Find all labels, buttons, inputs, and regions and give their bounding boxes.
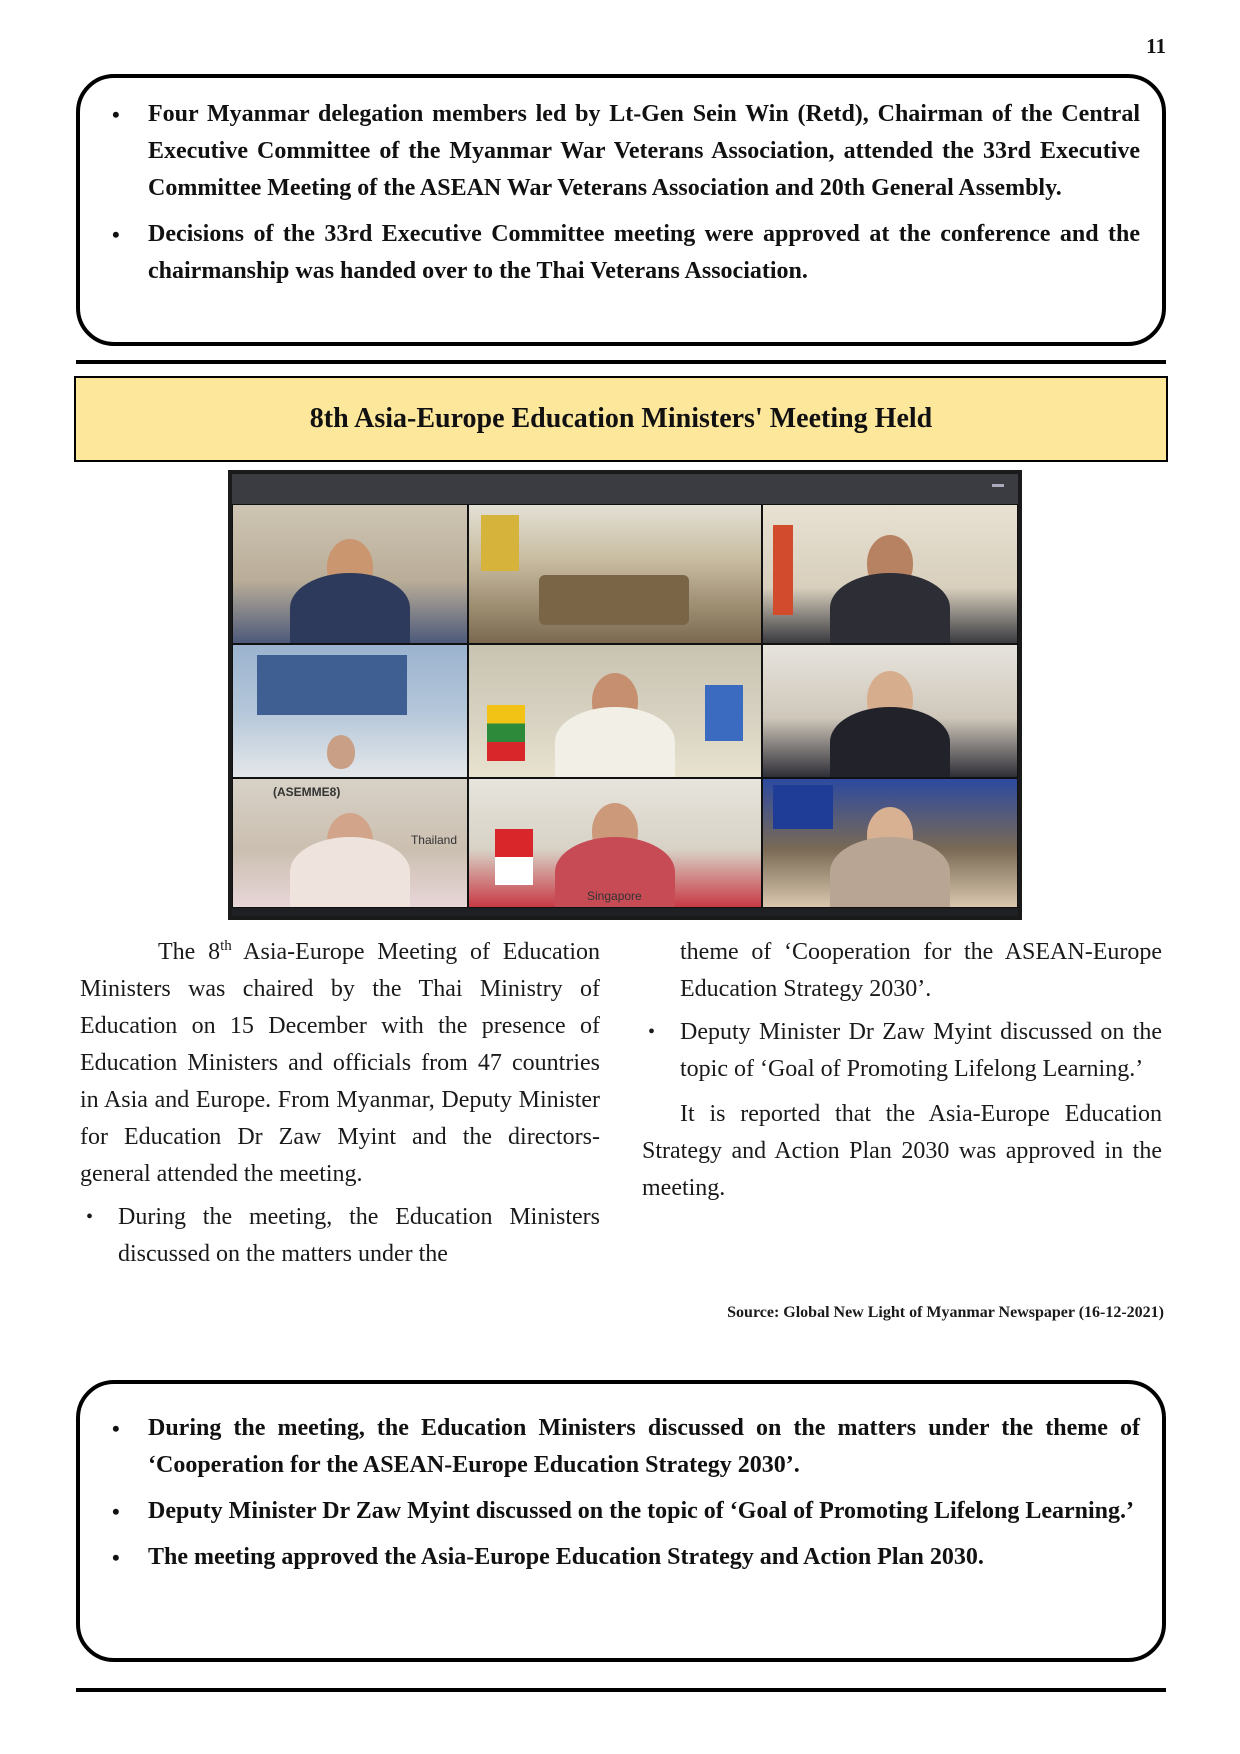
article-bullet-continuation: theme of ‘Cooperation for the ASEAN-Europe Education Strategy 2030’.	[680, 939, 1162, 1002]
participant-body	[830, 573, 950, 643]
tile-label: Singapore	[587, 889, 642, 903]
top-summary-bullet: • Four Myanmar delegation members led by Lt-Gen Sein Win (Retd), Chairman of the Central Executive Committee of the Myanmar War Veterans Association, attended the 33rd Executive Committee Meeting of the ASEAN War Veterans Association and 20th General Assembly.	[102, 96, 1140, 207]
participant-head	[327, 735, 355, 769]
tile-label: Thailand	[410, 833, 457, 847]
participant-tile	[762, 644, 1018, 778]
bottom-summary-list	[102, 1410, 1140, 1576]
article-bullet: • Deputy Minister Dr Zaw Myint discussed on the topic of ‘Goal of Promoting Lifelong Learning.’	[642, 1014, 1162, 1088]
participant-tile	[762, 504, 1018, 644]
paragraph-text: The 8	[158, 939, 221, 965]
flag	[773, 525, 793, 615]
participant-tile	[468, 504, 762, 644]
source-citation: Source: Global New Light of Myanmar Newspaper (16-12-2021)	[727, 1304, 1164, 1321]
divider-rule	[76, 1688, 1166, 1692]
slide-screen	[257, 655, 407, 715]
participant-tile	[232, 644, 468, 778]
eu-flag	[773, 785, 833, 829]
participant-tile	[232, 778, 468, 908]
conference-table	[539, 575, 689, 625]
article-bullet-list	[80, 1199, 600, 1273]
asean-flag	[705, 685, 743, 741]
tile-label: (ASEMME8)	[273, 785, 341, 799]
participant-body	[555, 707, 675, 777]
article-title-banner: 8th Asia-Europe Education Ministers' Meeting Held	[74, 376, 1168, 462]
participant-tile	[232, 504, 468, 644]
article-paragraph	[80, 934, 600, 1193]
meeting-photo	[228, 470, 1022, 920]
singapore-flag	[495, 829, 533, 885]
menu-icon	[992, 484, 1004, 487]
top-summary-box	[76, 74, 1166, 346]
bottom-summary-bullet: • The meeting approved the Asia-Europe Education Strategy and Action Plan 2030.	[102, 1539, 1140, 1576]
bottom-summary-box	[76, 1380, 1166, 1662]
participant-tile	[762, 778, 1018, 908]
video-call-top-bar	[232, 474, 1018, 504]
participant-tile	[468, 778, 762, 908]
page-number: 11	[1146, 34, 1166, 58]
bottom-summary-bullet: • During the meeting, the Education Ministers discussed on the matters under the theme of ‘Cooperation for the ASEAN-Europe Education Strategy 2030’.	[102, 1410, 1140, 1484]
bottom-summary-bullet: • Deputy Minister Dr Zaw Myint discussed on the topic of ‘Goal of Promoting Lifelong Learning.’	[102, 1493, 1140, 1530]
article-column-right	[642, 934, 1162, 1207]
flag	[481, 515, 519, 571]
participant-body	[830, 707, 950, 777]
myanmar-flag	[487, 705, 525, 761]
participant-tile	[468, 644, 762, 778]
article-paragraph: It is reported that the Asia-Europe Education Strategy and Action Plan 2030 was approved in the meeting.	[642, 1101, 1162, 1201]
participant-body	[290, 573, 410, 643]
participant-body	[290, 837, 410, 907]
paragraph-text: Asia-Europe Meeting of Education Ministers was chaired by the Thai Ministry of Education on 15 December with the presence of Education Ministers and officials from 47 countries in Asia and Europe. From Myanmar, Deputy Minister for Education Dr Zaw Myint and the directors-general attended the meeting.	[80, 939, 601, 1187]
ordinal-suffix: th	[220, 938, 232, 954]
participant-body	[830, 837, 950, 907]
divider-rule	[76, 360, 1166, 364]
top-summary-bullet: • Decisions of the 33rd Executive Committee meeting were approved at the conference and the chairmanship was handed over to the Thai Veterans Association.	[102, 216, 1140, 290]
article-bullet: • During the meeting, the Education Ministers discussed on the matters under the	[80, 1199, 600, 1273]
article-column-left	[80, 934, 600, 1281]
top-summary-list	[102, 96, 1140, 290]
article-bullet-list	[642, 1014, 1162, 1088]
